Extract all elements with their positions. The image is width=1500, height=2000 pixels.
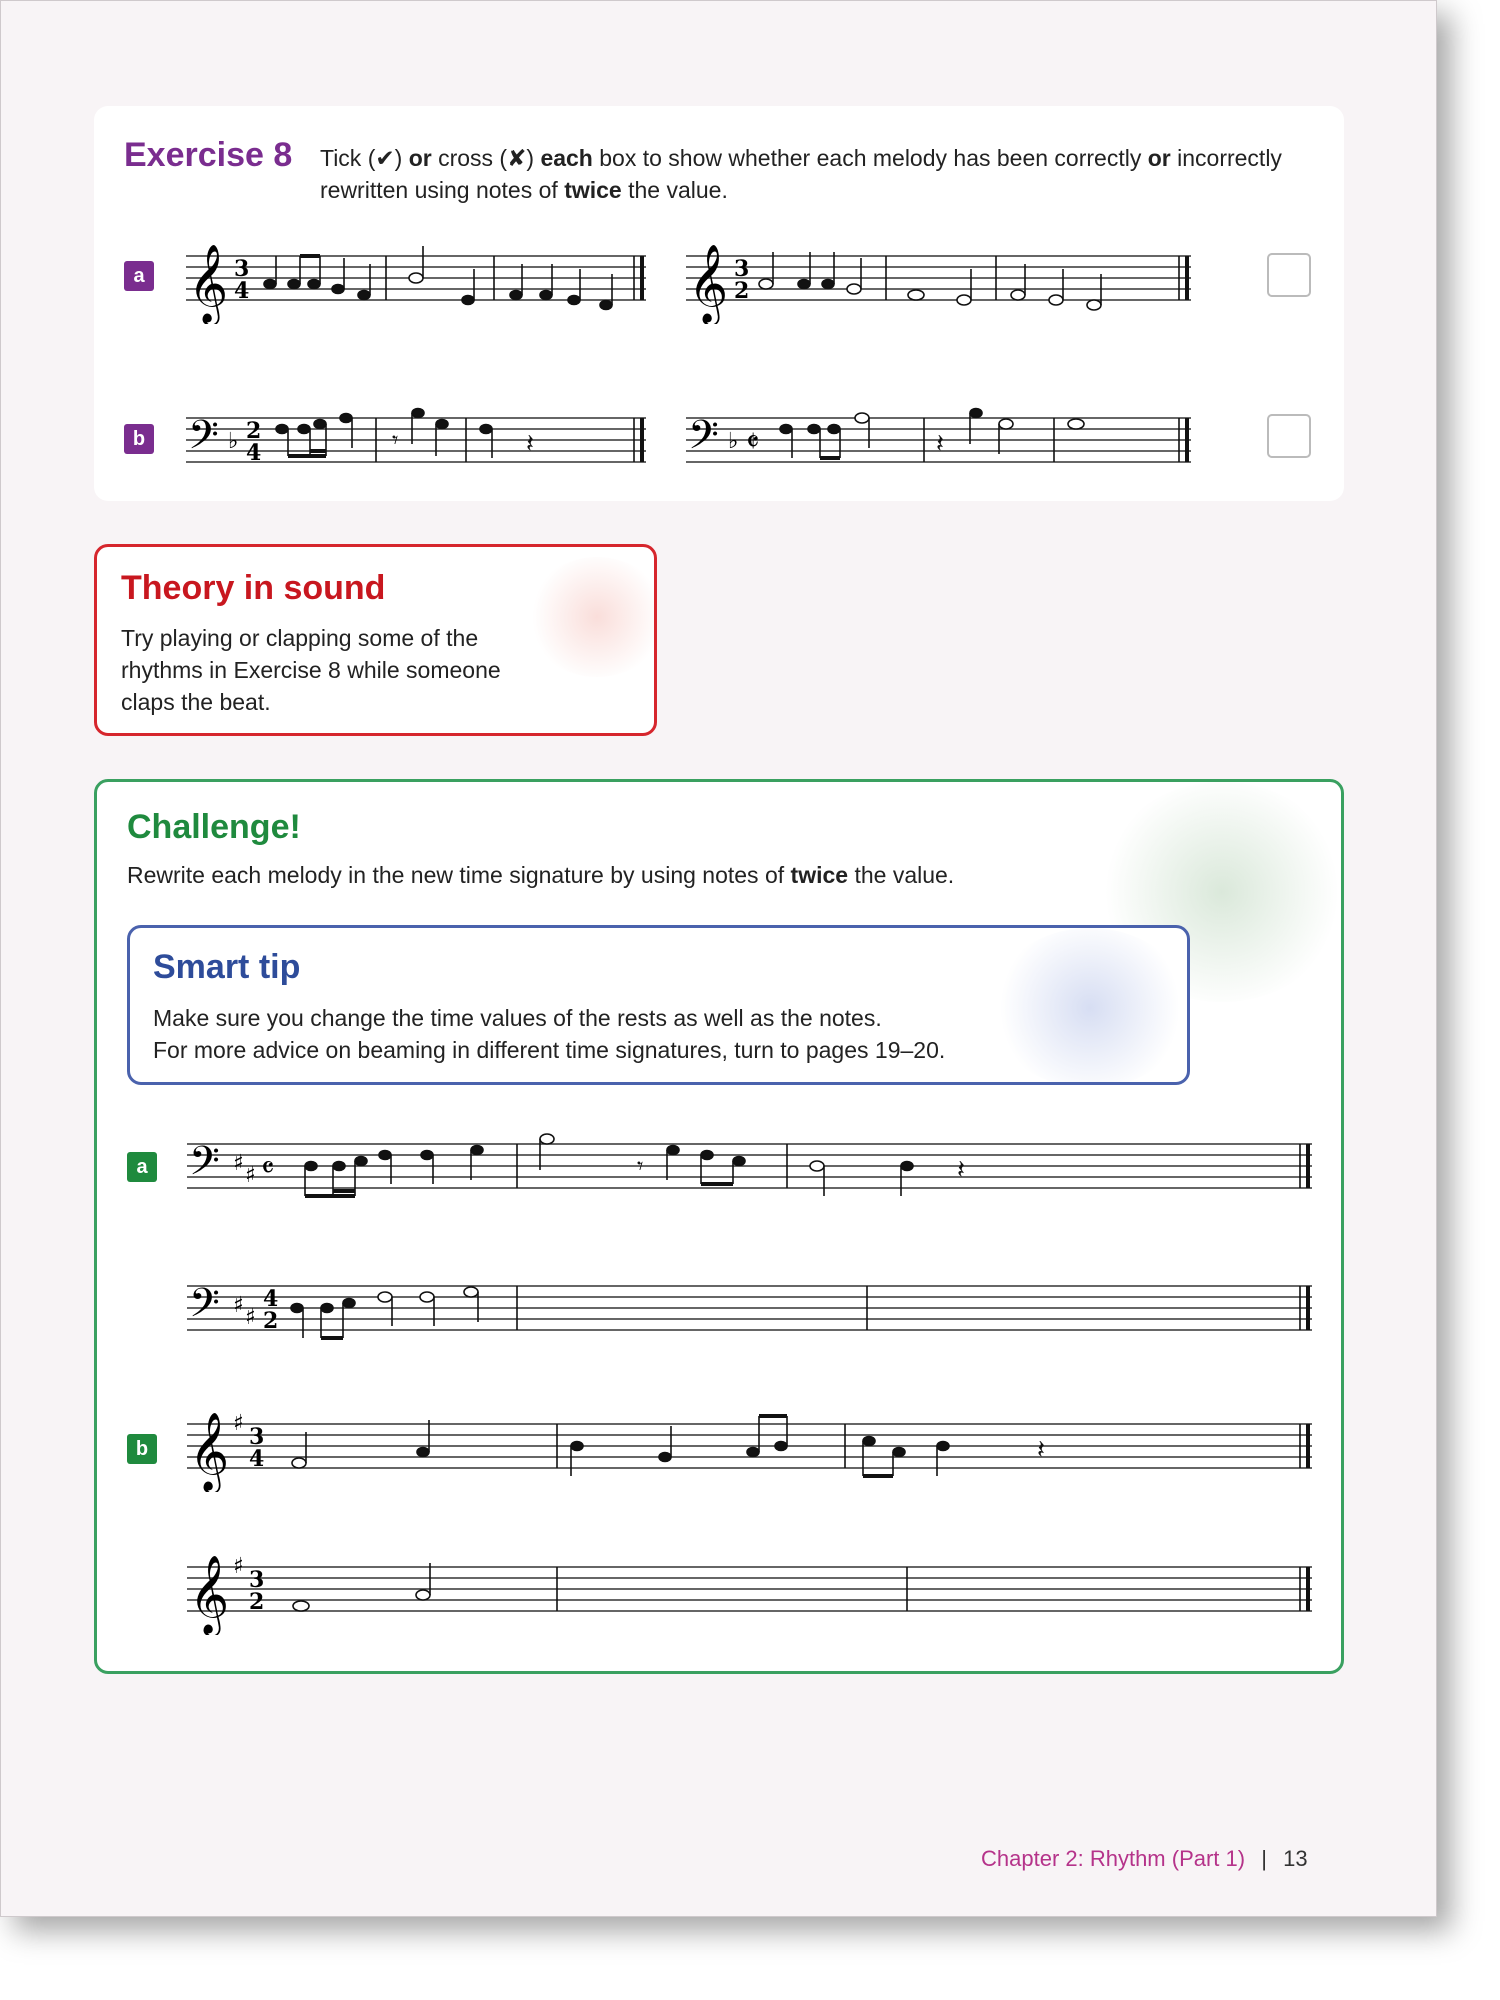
challenge-staff-b-answer	[187, 1545, 1327, 1635]
row-label-a: a	[127, 1152, 157, 1182]
rewritten-notes	[759, 252, 1187, 310]
time-sig-top: 3	[249, 1424, 265, 1450]
svg-text:𝄽: 𝄽	[957, 1154, 965, 1184]
exercise-title: Exercise 8	[124, 136, 293, 174]
exercise-8-card	[94, 106, 1344, 501]
challenge-staff-a-answer	[187, 1264, 1327, 1354]
bass-clef-icon: 𝄢	[688, 412, 719, 468]
staff-lines	[187, 1424, 1312, 1468]
melody-notes	[276, 409, 642, 463]
flower-decoration	[527, 557, 657, 677]
sharp-icon: ♯	[233, 1411, 244, 1436]
partial-answer-notes	[293, 1563, 1308, 1611]
exercise-staff-b	[186, 396, 1291, 486]
time-sig-bottom: 4	[246, 440, 262, 466]
bass-clef-icon: 𝄢	[188, 412, 219, 468]
challenge-box	[94, 779, 1344, 1674]
instruction-fragment: the value.	[621, 177, 728, 203]
smart-tip-body	[153, 1002, 945, 1066]
instruction-fragment: )	[526, 145, 541, 171]
time-sig-bottom: 2	[249, 1589, 265, 1615]
time-sig-top: 3	[249, 1567, 265, 1593]
time-sig-bottom: 4	[249, 1446, 265, 1472]
smart-tip-line-1: Make sure you change the time values of the rests as well as the notes.	[153, 1005, 882, 1031]
cut-time-icon: 𝄵	[746, 425, 760, 460]
svg-text:𝄾: 𝄾	[637, 1153, 644, 1180]
instruction-fragment: twice	[790, 862, 849, 888]
row-label-b: b	[127, 1434, 157, 1464]
common-time-icon: 𝄴	[261, 1151, 275, 1186]
footer-separator: |	[1261, 1846, 1267, 1871]
instruction-fragment: ✘	[507, 145, 527, 171]
theory-body: Try playing or clapping some of the rhythms in Exercise 8 while someone claps the beat.	[121, 625, 501, 715]
svg-text:𝄽: 𝄽	[1037, 1434, 1045, 1464]
time-sig-top: 3	[734, 256, 750, 282]
row-label-b: b	[124, 424, 154, 454]
bass-clef-icon: 𝄢	[189, 1280, 220, 1336]
sharp-icon: ♯	[233, 1151, 244, 1176]
time-sig-bottom: 2	[263, 1308, 279, 1334]
treble-clef-icon: 𝄞	[188, 244, 229, 323]
svg-text:𝄽: 𝄽	[936, 428, 944, 458]
instruction-fragment: Rewrite each melody in the new time signature by using notes of	[127, 862, 791, 888]
sharp-icon: ♯	[233, 1293, 244, 1318]
instruction-fragment: ✔	[375, 145, 395, 171]
flower-decoration	[990, 928, 1190, 1085]
sharp-icon: ♯	[245, 1305, 256, 1330]
flat-icon: ♭	[228, 429, 239, 454]
smart-tip-box	[127, 925, 1190, 1085]
exercise-staff-a	[186, 234, 1291, 324]
sharp-icon: ♯	[233, 1554, 244, 1579]
instruction-fragment: Tick (	[320, 145, 376, 171]
svg-text:𝄾: 𝄾	[392, 427, 399, 454]
time-sig-top: 4	[263, 1286, 279, 1312]
sharp-icon: ♯	[245, 1163, 256, 1188]
time-sig-top: 2	[246, 418, 262, 444]
challenge-staff-b-given	[187, 1402, 1327, 1492]
theory-title: Theory in sound	[121, 569, 386, 607]
smart-tip-line-2: For more advice on beaming in different time signatures, turn to pages 19–20.	[153, 1037, 946, 1063]
svg-text:𝄽: 𝄽	[526, 428, 534, 458]
challenge-staff-a-given	[187, 1122, 1327, 1212]
smart-tip-title: Smart tip	[153, 948, 301, 986]
instruction-fragment: the value.	[848, 862, 955, 888]
treble-clef-icon: 𝄞	[189, 1412, 230, 1491]
page-footer	[981, 1846, 1308, 1872]
instruction-fragment: box to show whether each melody has been correctly	[592, 145, 1148, 171]
instruction-fragment: or	[1147, 145, 1171, 171]
bass-clef-icon: 𝄢	[189, 1138, 220, 1194]
treble-clef-icon: 𝄞	[688, 244, 729, 323]
treble-clef-icon: 𝄞	[189, 1555, 230, 1634]
challenge-title: Challenge!	[127, 808, 301, 846]
time-sig-top: 3	[234, 256, 250, 282]
challenge-instructions	[127, 862, 954, 889]
instruction-fragment: )	[394, 145, 409, 171]
time-sig-bottom: 4	[234, 278, 250, 304]
instruction-fragment: each	[540, 145, 593, 171]
flat-icon: ♭	[728, 429, 739, 454]
instruction-fragment: cross (	[431, 145, 508, 171]
instruction-fragment: twice	[564, 177, 622, 203]
row-label-a: a	[124, 261, 154, 291]
chapter-title: Chapter 2: Rhythm (Part 1)	[981, 1846, 1246, 1871]
theory-in-sound-box	[94, 544, 657, 736]
answer-checkbox-b[interactable]	[1267, 414, 1311, 458]
staff-lines	[187, 1567, 1312, 1611]
instruction-fragment: incorrectly rewritten using notes of	[320, 145, 1282, 203]
page-number: 13	[1283, 1846, 1308, 1871]
instruction-fragment: or	[408, 145, 432, 171]
answer-checkbox-a[interactable]	[1267, 253, 1311, 297]
staff-lines	[187, 1286, 1312, 1330]
exercise-instructions	[320, 142, 1310, 206]
time-sig-bottom: 2	[734, 278, 750, 304]
rewritten-notes	[780, 409, 1187, 463]
